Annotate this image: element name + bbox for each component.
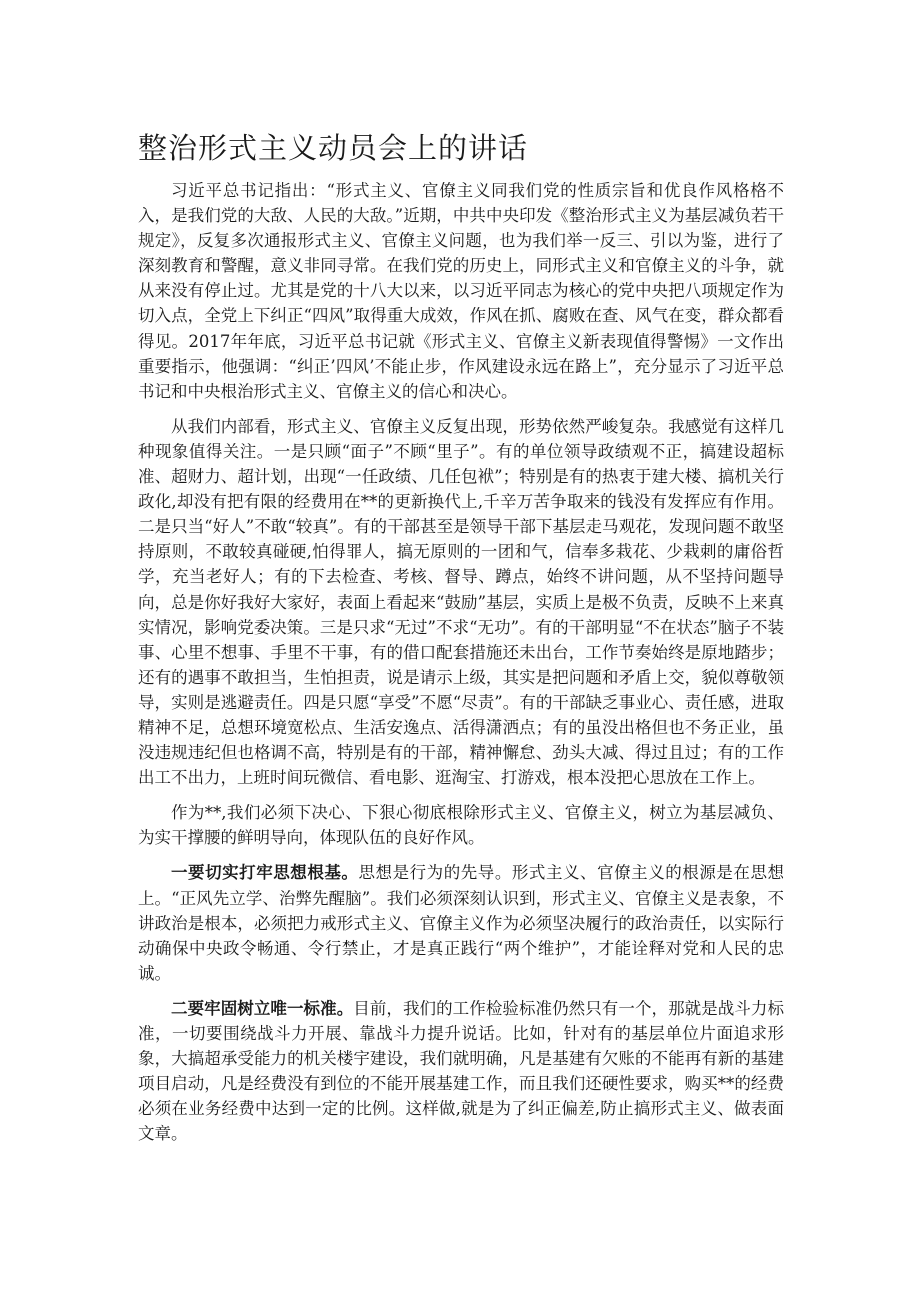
paragraph-text: 作为**,我们必须下决心、下狠心彻底根除形式主义、官僚主义，树立为基层减负、为实干撑腰的鲜明导向，体现队伍的良好作风。 (138, 803, 784, 848)
document-title: 整治形式主义动员会上的讲话 (138, 131, 529, 165)
paragraph-point-one (138, 860, 784, 985)
paragraph-phenomena (138, 414, 784, 790)
document-body (138, 178, 784, 1156)
paragraph-lead: 二要牢固树立唯一标准。 (171, 998, 354, 1018)
paragraph-text: 习近平总书记指出：“形式主义、官僚主义同我们党的性质宗旨和优良作风格格不入，是我们党的大敌、人民的大敌。”近期，中共中央印发《整治形式主义为基层减负若干规定》，反复多次通报形式主义、官僚主义问题，也为我们举一反三、引以为鉴，进行了深刻教育和警醒，意义非同寻常。在我们党的历史上，同形式主义和官僚主义的斗争，就从来没有停止过。尤其是党的十八大以来，以习近平同志为核心的党中央把八项规定作为切入点，全党上下纠正“四风”取得重大成效，作风在抓、腐败在查、风气在变，群众都看得见。2017年年底，习近平总书记就《形式主义、官僚主义新表现值得警惕》一文作出重要指示，他强调：“纠正’四风’不能止步，作风建设永远在路上”，充分显示了习近平总书记和中央根治形式主义、官僚主义的信心和决心。 (138, 181, 784, 401)
paragraph-text: 思想是行为的先导。形式主义、官僚主义的根源是在思想上。“正风先立学、治弊先醒脑”。我们必须深刻认识到，形式主义、官僚主义是表象，不讲政治是根本，必须把力戒形式主义、官僚主义作为必须坚决履行的政治责任，以实际行动确保中央政令畅通、令行禁止，才是真正践行“两个维护”，才能诠释对党和人民的忠诚。 (138, 863, 785, 983)
paragraph-lead: 一要切实打牢思想根基。 (171, 863, 359, 883)
paragraph-point-two (138, 996, 784, 1147)
paragraph-text: 从我们内部看，形式主义、官僚主义反复出现，形势依然严峻复杂。我感觉有这样几种现象值得关注。一是只顾“面子”不顾“里子”。有的单位领导政绩观不正，搞建设超标准、超财力、超计划，出现“一任政绩、几任包袱”；特别是有的热衷于建大楼、搞机关行政化,却没有把有限的经费用在**的更新换代上,千辛万苦争取来的钱没有发挥应有作用。二是只当“好人”不敢“较真”。有的干部甚至是领导干部下基层走马观花，发现问题不敢坚持原则，不敢较真碰硬,怕得罪人，搞无原则的一团和气，信奉多栽花、少栽刺的庸俗哲学，充当老好人；有的下去检查、考核、督导、蹲点，始终不讲问题，从不坚持问题导向，总是你好我好大家好，表面上看起来“鼓励”基层，实质上是极不负责，反映不上来真实情况，影响党委决策。三是只求“无过”不求“无功”。有的干部明显“不在状态”脑子不装事、心里不想事、手里不干事，有的借口配套措施还未出台，工作节奏始终是原地踏步；还有的遇事不敢担当，生怕担责，说是请示上级，其实是把问题和矛盾上交，貌似尊敬领导，实则是逃避责任。四是只愿“享受”不愿“尽责”。有的干部缺乏事业心、责任感，进取精神不足，总想环境宽松点、生活安逸点、活得潇洒点；有的虽没出格但也不务正业，虽没违规违纪但也格调不高，特别是有的干部，精神懈怠、劲头大减、得过且过；有的工作出工不出力，上班时间玩微信、看电影、逛淘宝、打游戏，根本没把心思放在工作上。 (138, 416, 784, 788)
paragraph-text: 目前，我们的工作检验标准仍然只有一个，那就是战斗力标准，一切要围绕战斗力开展、靠战斗力提升说话。比如，针对有的基层单位片面追求形象，大搞超承受能力的机关楼宇建设，我们就明确，凡是基建有欠账的不能再有新的基建项目启动，凡是经费没有到位的不能开展基建工作，而且我们还硬性要求，购买**的经费必须在业务经费中达到一定的比例。这样做,就是为了纠正偏差,防止搞形式主义、做表面文章。 (138, 998, 785, 1144)
paragraph-intro (138, 178, 784, 404)
paragraph-resolution (138, 800, 784, 850)
